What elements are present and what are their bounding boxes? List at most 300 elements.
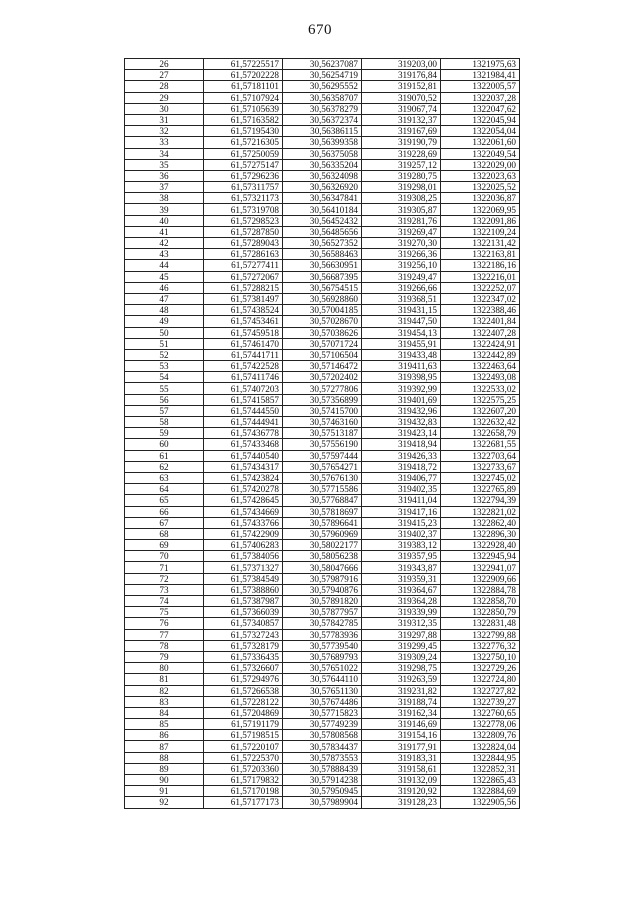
latitude-cell: 61,57433468	[204, 439, 283, 450]
y-coordinate-cell: 1322778,06	[441, 719, 520, 730]
latitude-cell: 61,57420278	[204, 484, 283, 495]
latitude-cell: 61,57459518	[204, 327, 283, 338]
latitude-cell: 61,57277411	[204, 260, 283, 271]
point-number-cell: 81	[125, 674, 204, 685]
y-coordinate-cell: 1322216,01	[441, 271, 520, 282]
table-row	[125, 741, 520, 752]
table-row	[125, 148, 520, 159]
longitude-cell: 30,57004185	[283, 305, 362, 316]
longitude-cell: 30,56630951	[283, 260, 362, 271]
y-coordinate-cell: 1322163,81	[441, 249, 520, 260]
table-row	[125, 114, 520, 125]
x-coordinate-cell: 319177,91	[362, 741, 441, 752]
point-number-cell: 53	[125, 361, 204, 372]
table-row	[125, 629, 520, 640]
table-row	[125, 461, 520, 472]
latitude-cell: 61,57294976	[204, 674, 283, 685]
latitude-cell: 61,57438524	[204, 305, 283, 316]
y-coordinate-cell: 1322045,94	[441, 114, 520, 125]
point-number-cell: 62	[125, 461, 204, 472]
x-coordinate-cell: 319158,61	[362, 763, 441, 774]
latitude-cell: 61,57384549	[204, 573, 283, 584]
latitude-cell: 61,57415857	[204, 394, 283, 405]
point-number-cell: 51	[125, 338, 204, 349]
x-coordinate-cell: 319415,23	[362, 517, 441, 528]
y-coordinate-cell: 1322047,62	[441, 103, 520, 114]
longitude-cell: 30,56254719	[283, 70, 362, 81]
table-row	[125, 506, 520, 517]
point-number-cell: 71	[125, 562, 204, 573]
y-coordinate-cell: 1322424,91	[441, 338, 520, 349]
y-coordinate-cell: 1322724,80	[441, 674, 520, 685]
x-coordinate-cell: 319357,95	[362, 551, 441, 562]
table-row	[125, 417, 520, 428]
y-coordinate-cell: 1321975,63	[441, 59, 520, 70]
x-coordinate-cell: 319308,25	[362, 193, 441, 204]
x-coordinate-cell: 319432,96	[362, 405, 441, 416]
x-coordinate-cell: 319402,35	[362, 484, 441, 495]
longitude-cell: 30,57808568	[283, 730, 362, 741]
x-coordinate-cell: 319132,37	[362, 114, 441, 125]
latitude-cell: 61,57225370	[204, 752, 283, 763]
latitude-cell: 61,57328179	[204, 640, 283, 651]
latitude-cell: 61,57327243	[204, 629, 283, 640]
x-coordinate-cell: 319401,69	[362, 394, 441, 405]
y-coordinate-cell: 1322401,84	[441, 316, 520, 327]
x-coordinate-cell: 319309,24	[362, 651, 441, 662]
x-coordinate-cell: 319257,12	[362, 159, 441, 170]
y-coordinate-cell: 1322905,56	[441, 797, 520, 808]
x-coordinate-cell: 319402,37	[362, 528, 441, 539]
latitude-cell: 61,57289043	[204, 238, 283, 249]
longitude-cell: 30,56358707	[283, 92, 362, 103]
x-coordinate-cell: 319120,92	[362, 786, 441, 797]
y-coordinate-cell: 1322945,94	[441, 551, 520, 562]
y-coordinate-cell: 1322442,89	[441, 349, 520, 360]
point-number-cell: 83	[125, 696, 204, 707]
longitude-cell: 30,57644110	[283, 674, 362, 685]
x-coordinate-cell: 319167,69	[362, 126, 441, 137]
table-row	[125, 696, 520, 707]
latitude-cell: 61,57453461	[204, 316, 283, 327]
point-number-cell: 48	[125, 305, 204, 316]
x-coordinate-cell: 319067,74	[362, 103, 441, 114]
point-number-cell: 54	[125, 372, 204, 383]
latitude-cell: 61,57203360	[204, 763, 283, 774]
longitude-cell: 30,56928860	[283, 293, 362, 304]
longitude-cell: 30,57028670	[283, 316, 362, 327]
x-coordinate-cell: 319433,48	[362, 349, 441, 360]
y-coordinate-cell: 1322765,89	[441, 484, 520, 495]
x-coordinate-cell: 319249,47	[362, 271, 441, 282]
point-number-cell: 26	[125, 59, 204, 70]
point-number-cell: 30	[125, 103, 204, 114]
latitude-cell: 61,57407203	[204, 383, 283, 394]
longitude-cell: 30,57818697	[283, 506, 362, 517]
table-row	[125, 472, 520, 483]
table-row	[125, 640, 520, 651]
longitude-cell: 30,57888439	[283, 763, 362, 774]
point-number-cell: 91	[125, 786, 204, 797]
latitude-cell: 61,57423824	[204, 472, 283, 483]
latitude-cell: 61,57461470	[204, 338, 283, 349]
latitude-cell: 61,57340857	[204, 618, 283, 629]
table-row	[125, 495, 520, 506]
latitude-cell: 61,57428645	[204, 495, 283, 506]
x-coordinate-cell: 319183,31	[362, 752, 441, 763]
x-coordinate-cell: 319431,15	[362, 305, 441, 316]
x-coordinate-cell: 319270,30	[362, 238, 441, 249]
longitude-cell: 30,56378279	[283, 103, 362, 114]
y-coordinate-cell: 1322850,79	[441, 607, 520, 618]
longitude-cell: 30,56372374	[283, 114, 362, 125]
latitude-cell: 61,57250059	[204, 148, 283, 159]
table-row	[125, 730, 520, 741]
point-number-cell: 52	[125, 349, 204, 360]
x-coordinate-cell: 319128,23	[362, 797, 441, 808]
point-number-cell: 37	[125, 182, 204, 193]
table-row	[125, 528, 520, 539]
latitude-cell: 61,57422528	[204, 361, 283, 372]
point-number-cell: 76	[125, 618, 204, 629]
table-row	[125, 70, 520, 81]
longitude-cell: 30,56386115	[283, 126, 362, 137]
table-row	[125, 428, 520, 439]
x-coordinate-cell: 319152,81	[362, 81, 441, 92]
longitude-cell: 30,56527352	[283, 238, 362, 249]
table-row	[125, 182, 520, 193]
longitude-cell: 30,57651130	[283, 685, 362, 696]
table-row	[125, 305, 520, 316]
latitude-cell: 61,57381497	[204, 293, 283, 304]
latitude-cell: 61,57202228	[204, 70, 283, 81]
x-coordinate-cell: 319392,99	[362, 383, 441, 394]
latitude-cell: 61,57444550	[204, 405, 283, 416]
x-coordinate-cell: 319154,16	[362, 730, 441, 741]
x-coordinate-cell: 319343,87	[362, 562, 441, 573]
table-row	[125, 663, 520, 674]
latitude-cell: 61,57275147	[204, 159, 283, 170]
y-coordinate-cell: 1322005,57	[441, 81, 520, 92]
latitude-cell: 61,57177173	[204, 797, 283, 808]
point-number-cell: 34	[125, 148, 204, 159]
point-number-cell: 56	[125, 394, 204, 405]
longitude-cell: 30,57873553	[283, 752, 362, 763]
point-number-cell: 46	[125, 282, 204, 293]
longitude-cell: 30,57277806	[283, 383, 362, 394]
y-coordinate-cell: 1322607,20	[441, 405, 520, 416]
latitude-cell: 61,57198515	[204, 730, 283, 741]
y-coordinate-cell: 1322463,64	[441, 361, 520, 372]
longitude-cell: 30,57739540	[283, 640, 362, 651]
point-number-cell: 28	[125, 81, 204, 92]
latitude-cell: 61,57411746	[204, 372, 283, 383]
latitude-cell: 61,57298523	[204, 215, 283, 226]
y-coordinate-cell: 1322658,79	[441, 428, 520, 439]
longitude-cell: 30,57877957	[283, 607, 362, 618]
latitude-cell: 61,57170198	[204, 786, 283, 797]
latitude-cell: 61,57228122	[204, 696, 283, 707]
table-row	[125, 349, 520, 360]
point-number-cell: 65	[125, 495, 204, 506]
table-row	[125, 81, 520, 92]
x-coordinate-cell: 319406,77	[362, 472, 441, 483]
longitude-cell: 30,57749239	[283, 719, 362, 730]
longitude-cell: 30,56335204	[283, 159, 362, 170]
y-coordinate-cell: 1322632,42	[441, 417, 520, 428]
latitude-cell: 61,57319708	[204, 204, 283, 215]
latitude-cell: 61,57216305	[204, 137, 283, 148]
point-number-cell: 75	[125, 607, 204, 618]
latitude-cell: 61,57388860	[204, 584, 283, 595]
longitude-cell: 30,56324098	[283, 170, 362, 181]
x-coordinate-cell: 319190,79	[362, 137, 441, 148]
x-coordinate-cell: 319364,28	[362, 596, 441, 607]
x-coordinate-cell: 319070,52	[362, 92, 441, 103]
table-row	[125, 707, 520, 718]
y-coordinate-cell: 1322681,55	[441, 439, 520, 450]
latitude-cell: 61,57220107	[204, 741, 283, 752]
x-coordinate-cell: 319305,87	[362, 204, 441, 215]
x-coordinate-cell: 319280,75	[362, 170, 441, 181]
x-coordinate-cell: 319411,63	[362, 361, 441, 372]
table-row	[125, 596, 520, 607]
table-row	[125, 293, 520, 304]
x-coordinate-cell: 319228,69	[362, 148, 441, 159]
y-coordinate-cell: 1322091,86	[441, 215, 520, 226]
y-coordinate-cell: 1322739,27	[441, 696, 520, 707]
latitude-cell: 61,57433766	[204, 517, 283, 528]
point-number-cell: 92	[125, 797, 204, 808]
y-coordinate-cell: 1322533,02	[441, 383, 520, 394]
point-number-cell: 78	[125, 640, 204, 651]
latitude-cell: 61,57436778	[204, 428, 283, 439]
point-number-cell: 88	[125, 752, 204, 763]
point-number-cell: 40	[125, 215, 204, 226]
longitude-cell: 30,58047666	[283, 562, 362, 573]
longitude-cell: 30,57940876	[283, 584, 362, 595]
x-coordinate-cell: 319398,95	[362, 372, 441, 383]
latitude-cell: 61,57387987	[204, 596, 283, 607]
table-row	[125, 361, 520, 372]
latitude-cell: 61,57444941	[204, 417, 283, 428]
x-coordinate-cell: 319411,04	[362, 495, 441, 506]
longitude-cell: 30,57676130	[283, 472, 362, 483]
y-coordinate-cell: 1322896,30	[441, 528, 520, 539]
point-number-cell: 67	[125, 517, 204, 528]
table-row	[125, 484, 520, 495]
x-coordinate-cell: 319162,34	[362, 707, 441, 718]
table-row	[125, 170, 520, 181]
y-coordinate-cell: 1322703,64	[441, 450, 520, 461]
x-coordinate-cell: 319256,10	[362, 260, 441, 271]
y-coordinate-cell: 1322025,52	[441, 182, 520, 193]
x-coordinate-cell: 319132,09	[362, 775, 441, 786]
y-coordinate-cell: 1322729,26	[441, 663, 520, 674]
table-row	[125, 316, 520, 327]
table-row	[125, 573, 520, 584]
x-coordinate-cell: 319418,94	[362, 439, 441, 450]
table-row	[125, 450, 520, 461]
point-number-cell: 42	[125, 238, 204, 249]
x-coordinate-cell: 319447,50	[362, 316, 441, 327]
latitude-cell: 61,57107924	[204, 92, 283, 103]
longitude-cell: 30,56452432	[283, 215, 362, 226]
table-row	[125, 271, 520, 282]
longitude-cell: 30,57891820	[283, 596, 362, 607]
x-coordinate-cell: 319339,99	[362, 607, 441, 618]
latitude-cell: 61,57225517	[204, 59, 283, 70]
x-coordinate-cell: 319203,00	[362, 59, 441, 70]
point-number-cell: 35	[125, 159, 204, 170]
y-coordinate-cell: 1322809,76	[441, 730, 520, 741]
y-coordinate-cell: 1322493,08	[441, 372, 520, 383]
table-row	[125, 752, 520, 763]
x-coordinate-cell: 319269,47	[362, 226, 441, 237]
table-row	[125, 786, 520, 797]
y-coordinate-cell: 1322821,02	[441, 506, 520, 517]
y-coordinate-cell: 1322037,28	[441, 92, 520, 103]
y-coordinate-cell: 1322862,40	[441, 517, 520, 528]
point-number-cell: 43	[125, 249, 204, 260]
longitude-cell: 30,57071724	[283, 338, 362, 349]
y-coordinate-cell: 1322884,78	[441, 584, 520, 595]
point-number-cell: 38	[125, 193, 204, 204]
table-row	[125, 215, 520, 226]
coordinates-table-body	[125, 59, 520, 809]
y-coordinate-cell: 1322760,65	[441, 707, 520, 718]
point-number-cell: 44	[125, 260, 204, 271]
latitude-cell: 61,57288215	[204, 282, 283, 293]
point-number-cell: 72	[125, 573, 204, 584]
longitude-cell: 30,57987916	[283, 573, 362, 584]
table-row	[125, 651, 520, 662]
longitude-cell: 30,57556190	[283, 439, 362, 450]
point-number-cell: 74	[125, 596, 204, 607]
point-number-cell: 32	[125, 126, 204, 137]
latitude-cell: 61,57286163	[204, 249, 283, 260]
table-row	[125, 674, 520, 685]
longitude-cell: 30,57146472	[283, 361, 362, 372]
y-coordinate-cell: 1322831,48	[441, 618, 520, 629]
point-number-cell: 64	[125, 484, 204, 495]
x-coordinate-cell: 319231,82	[362, 685, 441, 696]
longitude-cell: 30,57715586	[283, 484, 362, 495]
y-coordinate-cell: 1322347,02	[441, 293, 520, 304]
point-number-cell: 89	[125, 763, 204, 774]
point-number-cell: 63	[125, 472, 204, 483]
latitude-cell: 61,57181101	[204, 81, 283, 92]
table-row	[125, 338, 520, 349]
table-row	[125, 260, 520, 271]
latitude-cell: 61,57163582	[204, 114, 283, 125]
longitude-cell: 30,57715823	[283, 707, 362, 718]
longitude-cell: 30,57689793	[283, 651, 362, 662]
latitude-cell: 61,57266538	[204, 685, 283, 696]
y-coordinate-cell: 1322776,32	[441, 640, 520, 651]
x-coordinate-cell: 319455,91	[362, 338, 441, 349]
y-coordinate-cell: 1322928,40	[441, 540, 520, 551]
y-coordinate-cell: 1322049,54	[441, 148, 520, 159]
page-number: 670	[308, 22, 332, 38]
point-number-cell: 70	[125, 551, 204, 562]
latitude-cell: 61,57336435	[204, 651, 283, 662]
longitude-cell: 30,57960969	[283, 528, 362, 539]
table-row	[125, 226, 520, 237]
point-number-cell: 27	[125, 70, 204, 81]
longitude-cell: 30,57768847	[283, 495, 362, 506]
x-coordinate-cell: 319299,45	[362, 640, 441, 651]
longitude-cell: 30,56485656	[283, 226, 362, 237]
latitude-cell: 61,57434317	[204, 461, 283, 472]
latitude-cell: 61,57384056	[204, 551, 283, 562]
y-coordinate-cell: 1322799,88	[441, 629, 520, 640]
table-row	[125, 103, 520, 114]
x-coordinate-cell: 319418,72	[362, 461, 441, 472]
table-row	[125, 797, 520, 808]
point-number-cell: 85	[125, 719, 204, 730]
x-coordinate-cell: 319298,75	[362, 663, 441, 674]
longitude-cell: 30,56375058	[283, 148, 362, 159]
latitude-cell: 61,57326607	[204, 663, 283, 674]
longitude-cell: 30,56399358	[283, 137, 362, 148]
y-coordinate-cell: 1322865,43	[441, 775, 520, 786]
table-row	[125, 562, 520, 573]
longitude-cell: 30,57914238	[283, 775, 362, 786]
x-coordinate-cell: 319281,76	[362, 215, 441, 226]
longitude-cell: 30,57674486	[283, 696, 362, 707]
latitude-cell: 61,57441711	[204, 349, 283, 360]
y-coordinate-cell: 1322252,07	[441, 282, 520, 293]
longitude-cell: 30,56295552	[283, 81, 362, 92]
table-row	[125, 383, 520, 394]
y-coordinate-cell: 1321984,41	[441, 70, 520, 81]
y-coordinate-cell: 1322941,07	[441, 562, 520, 573]
coordinates-table	[124, 58, 520, 809]
x-coordinate-cell: 319432,83	[362, 417, 441, 428]
latitude-cell: 61,57179832	[204, 775, 283, 786]
longitude-cell: 30,57654271	[283, 461, 362, 472]
point-number-cell: 47	[125, 293, 204, 304]
table-row	[125, 439, 520, 450]
longitude-cell: 30,56687395	[283, 271, 362, 282]
table-row	[125, 59, 520, 70]
longitude-cell: 30,58022177	[283, 540, 362, 551]
point-number-cell: 80	[125, 663, 204, 674]
point-number-cell: 33	[125, 137, 204, 148]
point-number-cell: 61	[125, 450, 204, 461]
table-row	[125, 517, 520, 528]
y-coordinate-cell: 1322844,95	[441, 752, 520, 763]
y-coordinate-cell: 1322745,02	[441, 472, 520, 483]
y-coordinate-cell: 1322884,69	[441, 786, 520, 797]
longitude-cell: 30,56754515	[283, 282, 362, 293]
point-number-cell: 87	[125, 741, 204, 752]
x-coordinate-cell: 319454,13	[362, 327, 441, 338]
point-number-cell: 82	[125, 685, 204, 696]
table-row	[125, 204, 520, 215]
longitude-cell: 30,57989904	[283, 797, 362, 808]
latitude-cell: 61,57440540	[204, 450, 283, 461]
latitude-cell: 61,57191179	[204, 719, 283, 730]
point-number-cell: 58	[125, 417, 204, 428]
point-number-cell: 68	[125, 528, 204, 539]
x-coordinate-cell: 319297,88	[362, 629, 441, 640]
y-coordinate-cell: 1322029,00	[441, 159, 520, 170]
point-number-cell: 59	[125, 428, 204, 439]
x-coordinate-cell: 319383,12	[362, 540, 441, 551]
y-coordinate-cell: 1322054,04	[441, 126, 520, 137]
